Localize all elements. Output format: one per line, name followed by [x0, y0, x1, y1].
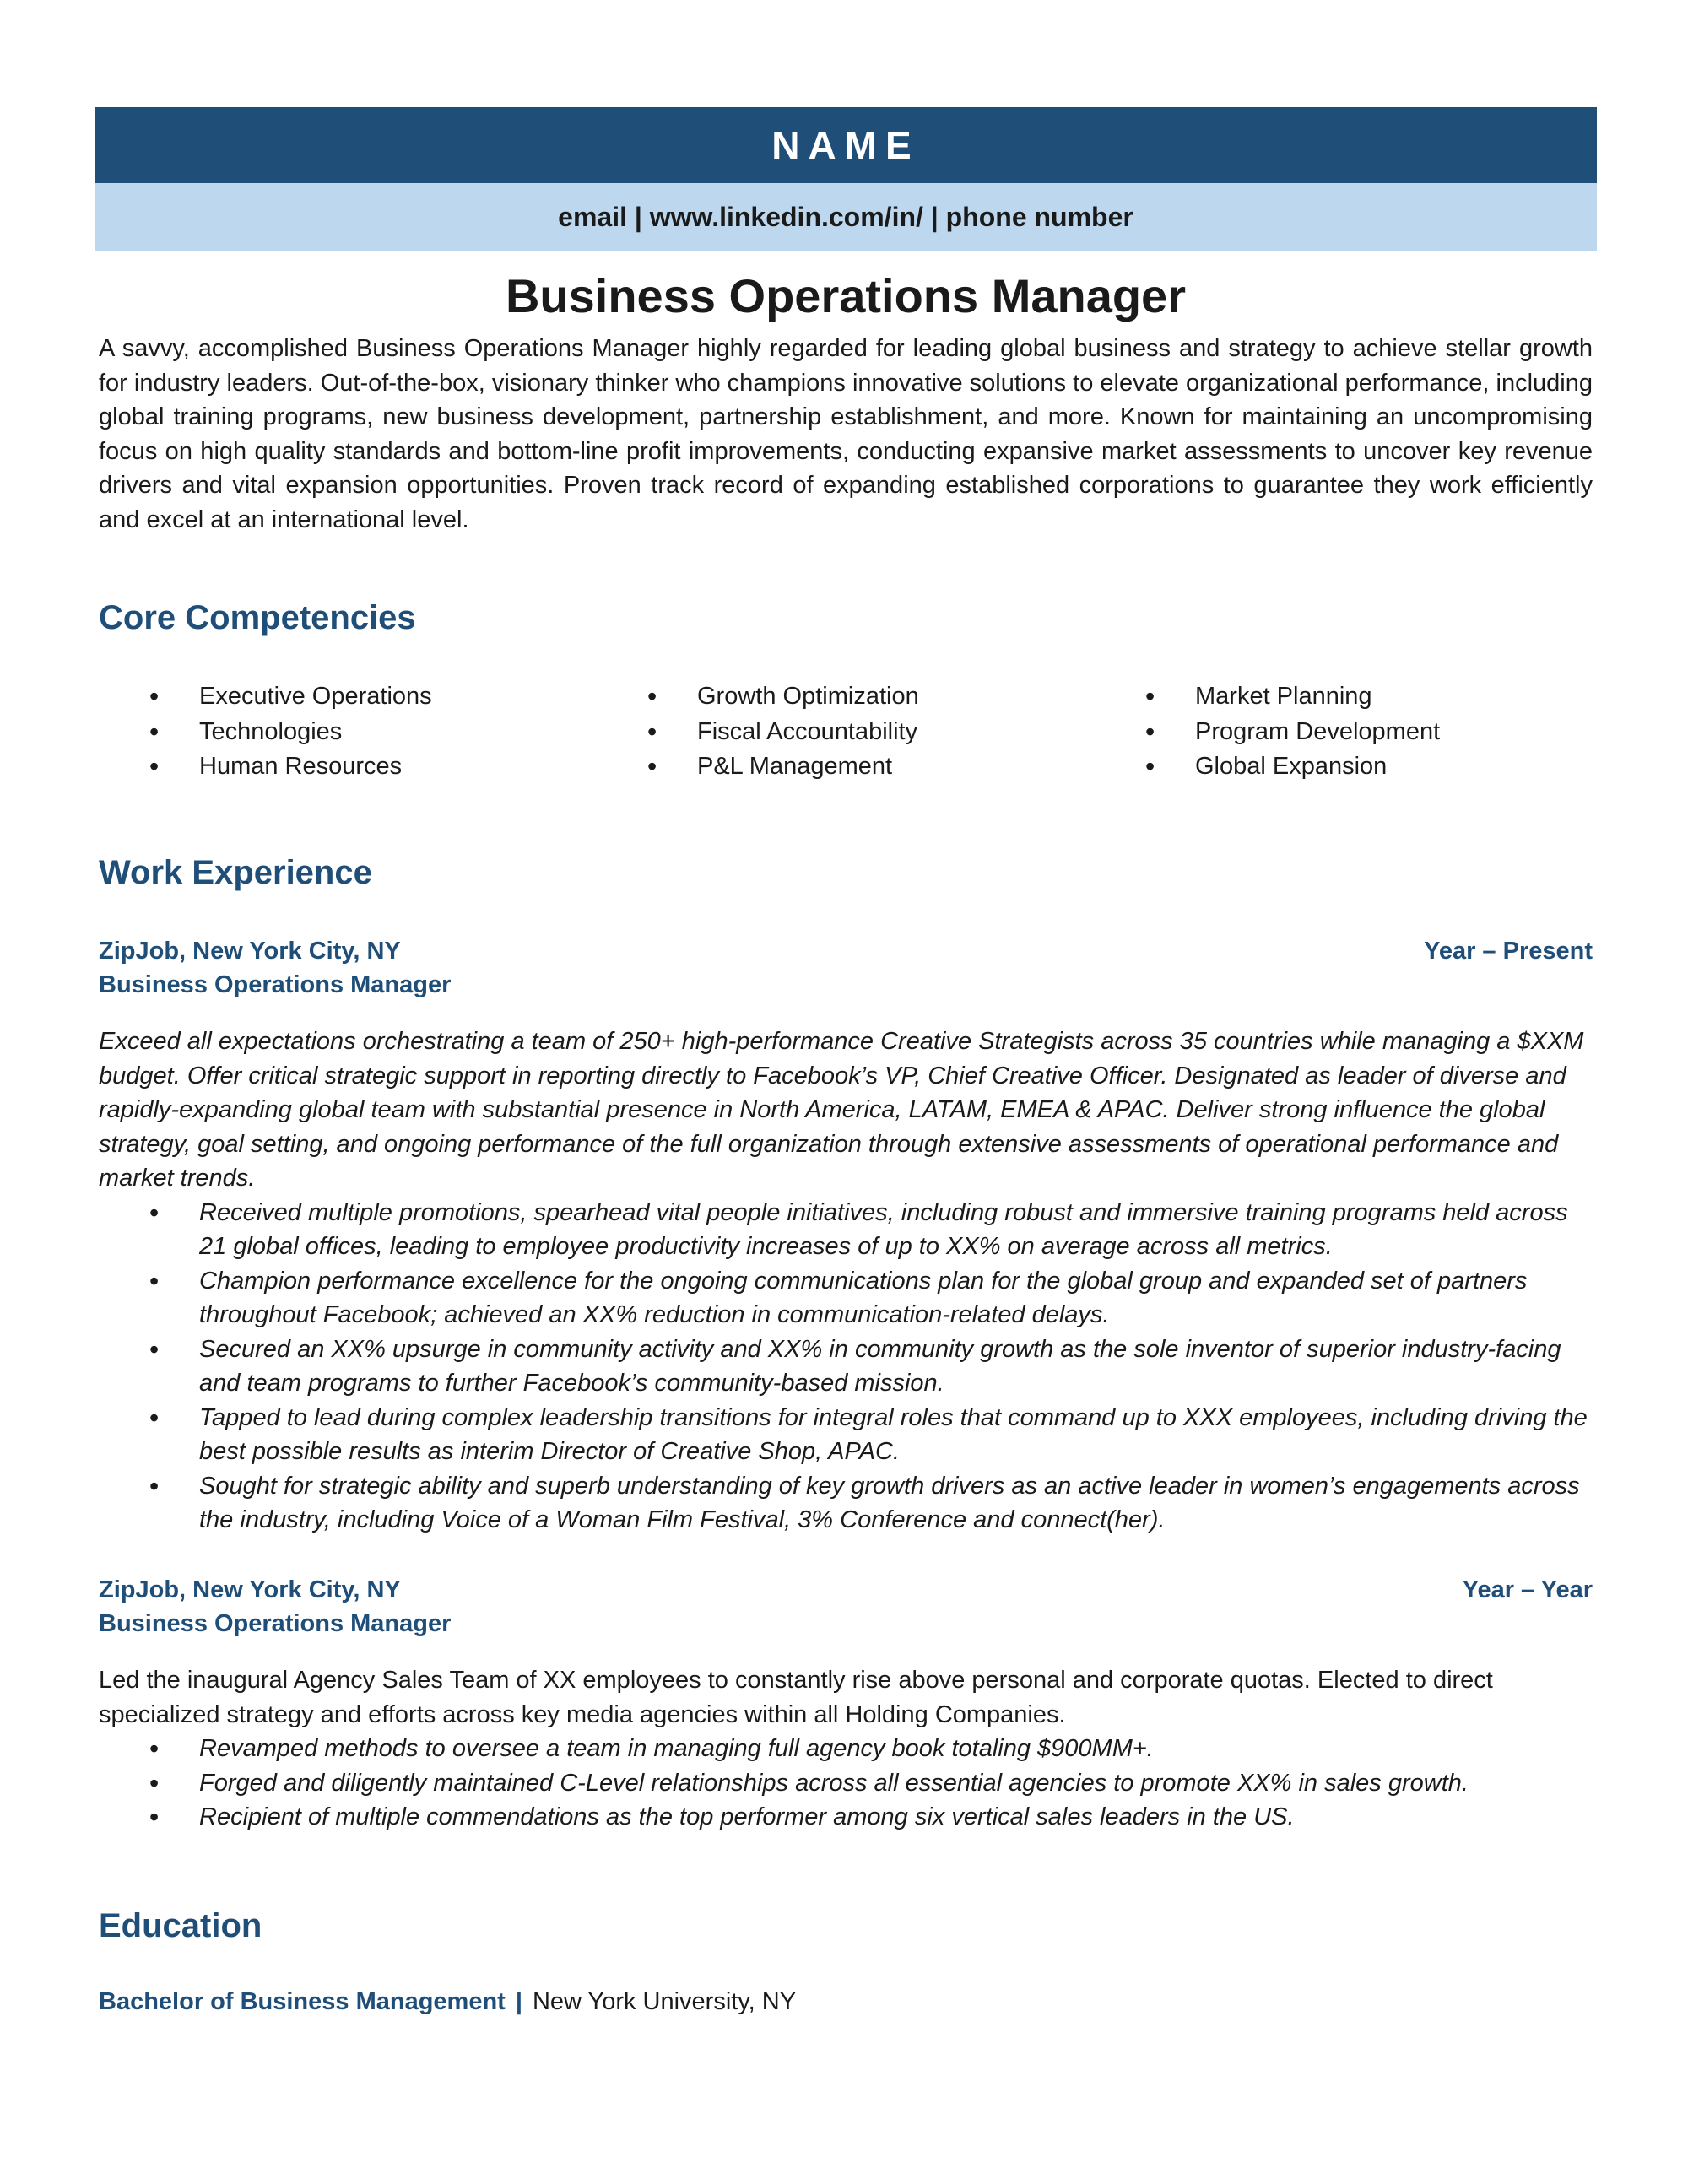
competency-item: • Technologies: [99, 715, 597, 750]
achievement-item: • Recipient of multiple commendations as the top performer among six vertical sales leaders in the US.: [99, 1800, 1593, 1835]
competency-item: • Global Expansion: [1095, 749, 1593, 785]
name-banner: [95, 107, 1597, 183]
job-achievements: [99, 1732, 1593, 1835]
education-entry: [99, 1985, 796, 2019]
competency-item: • P&L Management: [597, 749, 1095, 785]
achievement-item: • Revamped methods to oversee a team in managing full agency book totaling $900MM+.: [99, 1732, 1593, 1766]
job-achievements: [99, 1196, 1593, 1538]
achievement-item: • Tapped to lead during complex leadership transitions for integral roles that command up to XXX employees, including driving the best possible results as interim Director of Creative Shop, APAC.: [99, 1401, 1593, 1469]
contact-info: email | www.linkedin.com/in/ | phone number: [558, 201, 1133, 232]
contact-banner: [95, 183, 1597, 251]
education-school: New York University, NY: [532, 1988, 797, 2015]
achievement-item: • Forged and diligently maintained C-Level relationships across all essential agencies to promote XX% in sales growth.: [99, 1766, 1593, 1801]
achievement-item: • Secured an XX% upsurge in community activity and XX% in community growth as the sole inventor of superior industry-facing and team programs to further Facebook’s community-based mission.: [99, 1333, 1593, 1401]
job-header: [99, 934, 1593, 968]
job-description: Exceed all expectations orchestrating a team of 250+ high-performance Creative Strategists across 35 countries while managing a $XXM budget. Offer critical strategic support in reporting directly to Facebook’s VP, Chief Creative Officer. Designated as leader of diverse and rapidly-expanding global team with substantial presence in North America, LATAM, EMEA & APAC. Deliver strong influence the global strategy, goal setting, and ongoing performance of the full organization through extensive assessments of operational performance and market trends.: [99, 1028, 1584, 1192]
competency-item: • Market Planning: [1095, 679, 1593, 715]
competency-item: • Human Resources: [99, 749, 597, 785]
competency-item: • Executive Operations: [99, 679, 597, 715]
competency-item: • Fiscal Accountability: [597, 715, 1095, 750]
competencies-grid: [99, 679, 1593, 785]
achievement-item: • Sought for strategic ability and superb understanding of key growth drivers as an active leader in women’s engagements across the industry, including Voice of a Woman Film Festival, 3% Conference and connect(her).: [99, 1469, 1593, 1538]
job-role: Business Operations Manager: [99, 1610, 452, 1637]
core-competencies-heading: Core Competencies: [99, 599, 416, 636]
job-dates: Year – Year: [1462, 1576, 1593, 1603]
job-header: [99, 1573, 1593, 1607]
education-separator: |: [515, 1988, 522, 2015]
job-company: ZipJob, New York City, NY: [99, 938, 401, 965]
job-dates: Year – Present: [1424, 938, 1593, 965]
competency-item: • Growth Optimization: [597, 679, 1095, 715]
job-company: ZipJob, New York City, NY: [99, 1576, 401, 1603]
job-role: Business Operations Manager: [99, 971, 452, 998]
candidate-name: NAME: [771, 123, 920, 167]
professional-summary: A savvy, accomplished Business Operations Manager highly regarded for leading global business and strategy to achieve stellar growth for industry leaders. Out-of-the-box, visionary thinker who champions innovative solutions to elevate organizational performance, including global training programs, new business development, partnership establishment, and more. Known for maintaining an uncompromising focus on high quality standards and bottom-line profit improvements, conducting expansive market assessments to uncover key revenue drivers and vital expansion opportunities. Proven track record of expanding established corporations to guarantee they work efficiently and excel at an international level.: [99, 335, 1593, 533]
job-entry-2: [99, 1573, 1593, 1835]
resume-title: Business Operations Manager: [505, 269, 1186, 322]
competencies-column-1: [99, 679, 597, 785]
education-heading: Education: [99, 1907, 262, 1944]
competency-item: • Program Development: [1095, 715, 1593, 750]
job-entry-1: [99, 934, 1593, 1538]
achievement-item: • Champion performance excellence for the ongoing communications plan for the global group and expanded set of partners throughout Facebook; achieved an XX% reduction in communication-related delays.: [99, 1264, 1593, 1333]
achievement-item: • Received multiple promotions, spearhead vital people initiatives, including robust and immersive training programs held across 21 global offices, leading to employee productivity increases of up to XX% on average across all metrics.: [99, 1196, 1593, 1264]
job-description: Led the inaugural Agency Sales Team of XX employees to constantly rise above personal and corporate quotas. Elected to direct specialized strategy and efforts across key media agencies within all Holding Companies.: [99, 1667, 1493, 1728]
work-experience-heading: Work Experience: [99, 854, 372, 891]
competencies-column-2: [597, 679, 1095, 785]
competencies-column-3: [1095, 679, 1593, 785]
education-degree: Bachelor of Business Management: [99, 1988, 506, 2015]
